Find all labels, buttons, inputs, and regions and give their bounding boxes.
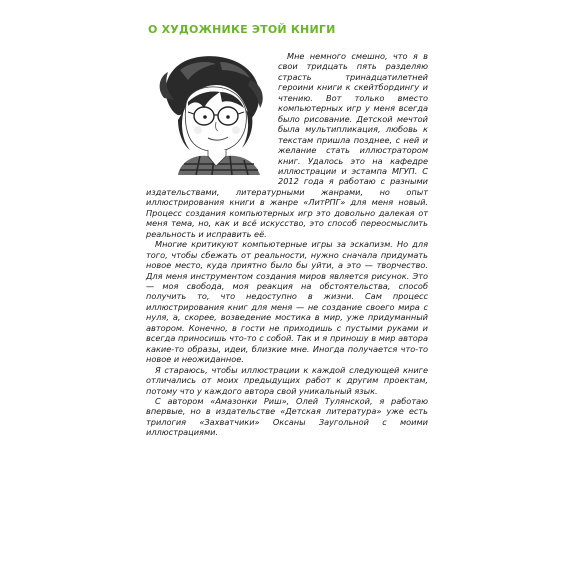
paragraph: Многие критикуют компьютерные игры за эскапизм. Но для того, чтобы сбежать от реальности, нужно сначала придумать новое место, куда приятно было бы уйти, а это — творчество. Для меня инструментом создания миров является рисунок. Это — моя свобода, моя реакция на обстоятельства, способ получить то, что недоступно в жизни. Сам процесс иллюстрирования книг для меня — не создание своего мира с нуля, а, скорее, возведение мостика в мир, уже придуманный автором. Конечно, в гости не приходишь с пустыми руками и всегда приносишь что-то с собой. Так и я приношу в мир автора какие-то образы, идеи, близкие мне. Иногда получается что-то новое и неожиданное. bbox=[146, 239, 428, 365]
paragraph: С автором «Амазонки Риш», Олей Тулянской, я работаю впервые, но в издательстве «Детская литература» уже есть трилогия «Захватчики» Оксаны Заугольной с моими иллюстрациями. bbox=[146, 395, 428, 438]
about-artist-text bbox=[146, 51, 428, 438]
paragraph: Я стараюсь, чтобы иллюстрации к каждой следующей книге отличались от моих предыдущих работ к другим проектам, потому что у каждого автора свой уникальный язык. bbox=[146, 364, 428, 396]
section-heading: О ХУДОЖНИКЕ ЭТОЙ КНИГИ bbox=[148, 23, 336, 36]
portrait-wrap-spacer bbox=[146, 51, 278, 183]
paragraph: Мне немного смешно, что я в свои тридцать пять разделяю страсть тринадцатилетней героини книги к скейтбордингу и чтению. Вот только вместо компьютерных игр у меня всегда было рисование. Детской мечтой была мультипликация, любовь к текстам пришла позднее, с ней и желание стать иллюстратором книг. Удалось это на кафедре иллюстрации и эстампа МГУП. С 2012 года я работаю с разными издательствами, литературными жанрами, но опыт иллюстрирования книги в жанре «ЛитРПГ» для меня новый. Процесс создания компьютерных игр это довольно далекая от меня тема, но, как и всё искусство, это способ переосмыслить реальность и исправить её. bbox=[146, 51, 428, 239]
